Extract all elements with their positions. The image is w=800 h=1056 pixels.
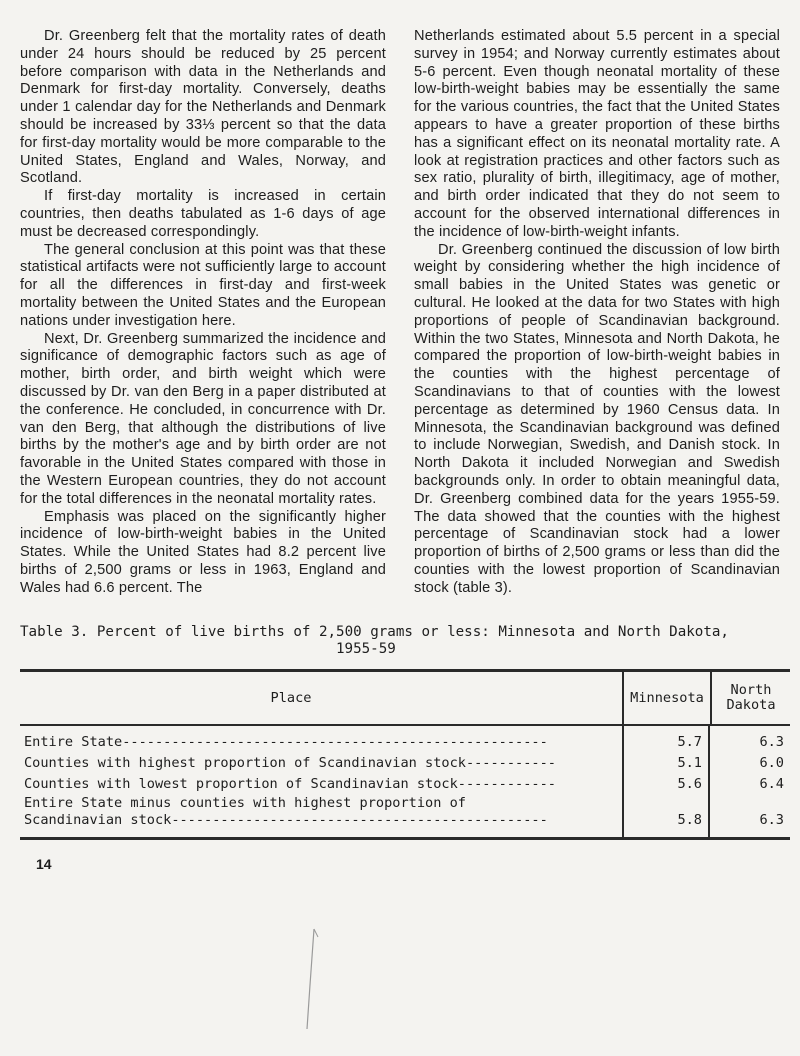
- paragraph: Netherlands estimated about 5.5 percent in a special survey in 1954; and Norway currently estimates about 5-6 percent. Even though neonatal mortality of these low-birth-weight babies may be essentially the same for the various countries, the fact that the United States appears to have a greater proportion of these births has a significant effect on its neonatal mortality rate. A look at registration practices and other factors such as sex ratio, plurality of birth, illegitimacy, age of mother, and birth order indicated that they do not seem to account for the observed international differences in the incidence of low-birth-weight infants.: [414, 28, 780, 240]
- table-row-label: Counties with highest proportion of Scandinavian stock-----------: [24, 755, 556, 771]
- table-body: [20, 726, 790, 837]
- header-north-dakota: North Dakota: [710, 672, 790, 724]
- paragraph: Next, Dr. Greenberg summarized the incidence and significance of demographic factors such as age of mother, birth order, and birth weight which were discussed by Dr. van den Berg in a paper distributed at the conference. He concluded, in concurrence with Dr. van den Berg, that although the distributions of live births by the mother's age and by birth order are not favorable in the United States compared with those in the Western European countries, they do not account for the total differences in the neonatal mortality rates.: [20, 330, 386, 507]
- table-caption: [20, 624, 780, 658]
- header-minnesota: Minnesota: [622, 672, 710, 724]
- table-row-label: Counties with lowest proportion of Scandinavian stock------------: [24, 776, 556, 792]
- table-caption-line: 1955-59: [336, 641, 396, 657]
- paragraph: Emphasis was placed on the significantly higher incidence of low-birth-weight babies in the United States. While the United States had 8.2 percent live births of 2,500 grams or less in 1963, England and Wales had 6.6 percent. The: [20, 508, 386, 596]
- table-row-label: Entire State----------------------------------------------------: [24, 734, 548, 750]
- table-cell: 5.7: [677, 734, 702, 750]
- paragraph: The general conclusion at this point was that these statistical artifacts were not sufficiently large to account for all the differences in first-day and first-week mortality between the United States and the European nations under investigation here.: [20, 241, 386, 329]
- table-cell: 6.0: [759, 755, 784, 771]
- table-cell: 6.4: [759, 776, 784, 792]
- paragraph: If first-day mortality is increased in certain countries, then deaths tabulated as 1-6 days of age must be decreased correspondingly.: [20, 188, 386, 240]
- table-cell: 6.3: [759, 734, 784, 750]
- paragraph: Dr. Greenberg felt that the mortality rates of death under 24 hours should be reduced by 25 percent before comparison with data in the Netherlands and Denmark for first-day mortality. Conversely, deaths under 1 calendar day for the Netherlands and Denmark should be increased by 33⅓ percent so that the data for first-day mortality would be more comparable to the United States, England and Wales, Norway, and Scotland.: [20, 28, 386, 187]
- table-cell: 5.6: [677, 776, 702, 792]
- place-column: [20, 726, 622, 837]
- data-table: [20, 669, 790, 840]
- table-row-label: Entire State minus counties with highest proportion of Scandinavian stock----------------------------------------------: [24, 795, 548, 828]
- header-place: Place: [270, 689, 312, 706]
- table-cell: 5.8: [677, 812, 702, 828]
- right-column: [414, 28, 780, 598]
- table-caption-line: Table 3. Percent of live births of 2,500 grams or less: Minnesota and North Dakota,: [20, 624, 729, 640]
- left-column: [20, 28, 386, 598]
- body-text: [20, 28, 780, 598]
- page-number: 14: [36, 856, 52, 872]
- north-dakota-column: [708, 726, 790, 837]
- paragraph: Dr. Greenberg continued the discussion of low birth weight by considering whether the high incidence of small babies in the United States was genetic or cultural. He looked at the data for two States with high proportions of people of Scandinavian background. Within the two States, Minnesota and North Dakota, he compared the proportion of low-birth-weight babies in the counties with the highest percentage of Scandinavians to that of counties with the lowest percentage as determined by 1960 Census data. In Minnesota, the Scandinavian background was defined to include Norwegian, Swedish, and Danish stock. In North Dakota it included Norwegian and Swedish backgrounds only. In order to obtain meaningful data, Dr. Greenberg combined data for the years 1955-59. The data showed that the counties with the highest percentage of Scandinavian stock had a lower proportion of births of 2,500 grams or less than did the counties with the lowest proportion of Scandinavian stock (table 3).: [414, 241, 780, 596]
- table-cell: 5.1: [677, 755, 702, 771]
- table-header: [20, 672, 790, 726]
- pencil-mark: [300, 925, 330, 1035]
- minnesota-column: [622, 726, 708, 837]
- table-cell: 6.3: [759, 812, 784, 828]
